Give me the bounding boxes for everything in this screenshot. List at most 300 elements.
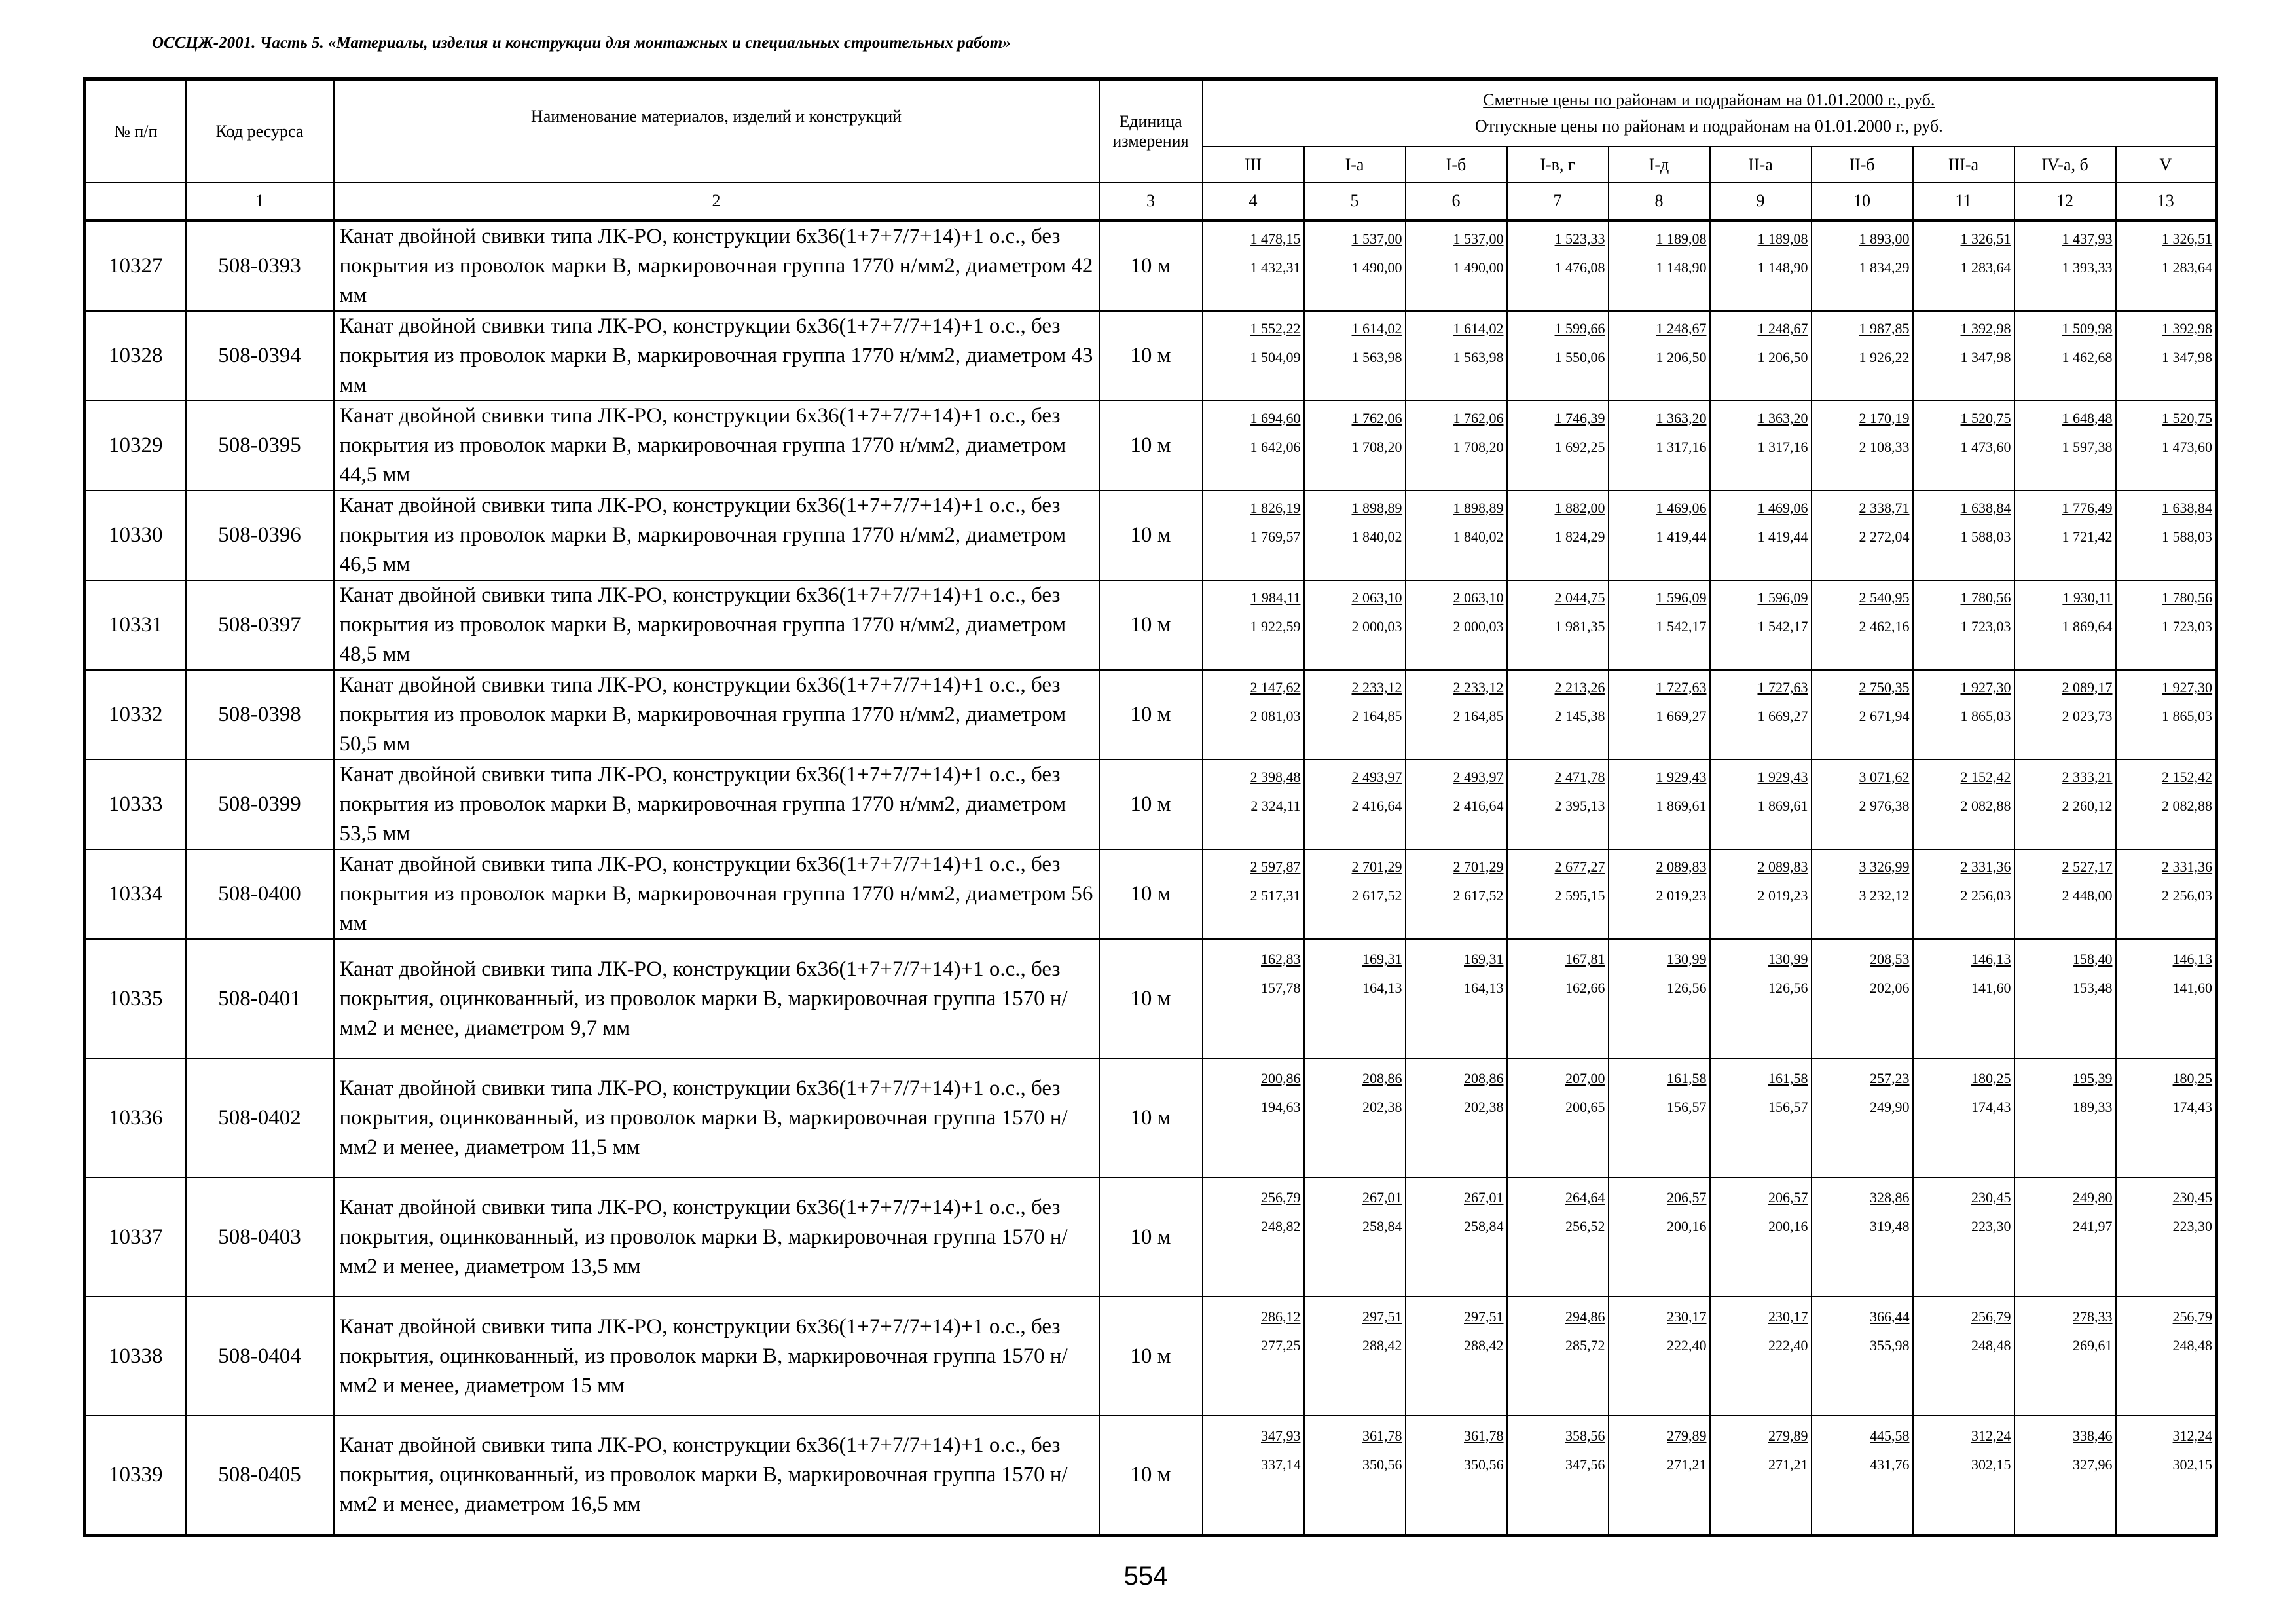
- estimated-price: 1 930,11: [2062, 589, 2113, 606]
- estimated-price: 1 638,84: [2162, 500, 2213, 516]
- region-header: I-а: [1304, 147, 1406, 183]
- column-number: 11: [1913, 183, 2014, 221]
- measurement-unit: 10 м: [1099, 1058, 1203, 1177]
- estimated-price: 249,80: [2073, 1189, 2113, 1206]
- estimated-price: 1 520,75: [1960, 410, 2011, 426]
- estimated-price: 2 471,78: [1554, 769, 1605, 785]
- price-cell: [2014, 1297, 2116, 1416]
- release-price: 200,65: [1565, 1099, 1605, 1115]
- price-cell: [1812, 1058, 1913, 1177]
- release-price: 222,40: [1667, 1337, 1707, 1354]
- material-name: Канат двойной свивки типа ЛК-РО, конструкции 6х36(1+7+7/7+14)+1 о.с., без покрытия из проволок марки В, маркировочная группа 1770 н/мм2, диаметром 42 мм: [334, 221, 1099, 312]
- estimated-price: 2 398,48: [1250, 769, 1301, 785]
- price-cell: [1609, 939, 1710, 1058]
- estimated-price: 294,86: [1565, 1308, 1605, 1325]
- row-number: 10331: [85, 580, 186, 670]
- release-price: 1 347,98: [2162, 349, 2213, 365]
- price-cell: [1913, 1416, 2014, 1535]
- estimated-price: 1 248,67: [1757, 320, 1808, 337]
- estimated-price: 2 527,17: [2062, 858, 2113, 875]
- estimated-price: 361,78: [1464, 1428, 1504, 1444]
- estimated-price: 256,79: [1261, 1189, 1301, 1206]
- release-price: 2 108,33: [1859, 439, 1910, 455]
- estimated-price: 445,58: [1870, 1428, 1910, 1444]
- estimated-price: 169,31: [1464, 951, 1504, 967]
- column-number: 5: [1304, 183, 1406, 221]
- column-number: 7: [1507, 183, 1609, 221]
- column-number: [85, 183, 186, 221]
- release-price: 1 419,44: [1656, 528, 1707, 545]
- price-cell: [1913, 849, 2014, 939]
- resource-code: 508-0398: [186, 670, 334, 760]
- release-price: 2 000,03: [1351, 618, 1402, 635]
- price-cell: [1710, 401, 1812, 490]
- price-cell: [1304, 939, 1406, 1058]
- estimated-price: 1 326,51: [1960, 231, 2011, 247]
- release-price: 141,60: [2172, 980, 2213, 996]
- release-price: 1 669,27: [1656, 708, 1707, 724]
- resource-code: 508-0400: [186, 849, 334, 939]
- price-cell: [2116, 311, 2217, 401]
- estimated-price: 347,93: [1261, 1428, 1301, 1444]
- release-price: 223,30: [1971, 1218, 2011, 1234]
- release-price: 285,72: [1565, 1337, 1605, 1354]
- release-price: 2 260,12: [2062, 798, 2113, 814]
- release-price: 2 164,85: [1453, 708, 1504, 724]
- release-price: 2 082,88: [2162, 798, 2213, 814]
- row-number: 10339: [85, 1416, 186, 1535]
- estimated-price: 1 762,06: [1351, 410, 1402, 426]
- column-number: 8: [1609, 183, 1710, 221]
- release-price: 1 563,98: [1351, 349, 1402, 365]
- release-price: 288,42: [1362, 1337, 1402, 1354]
- measurement-unit: 10 м: [1099, 849, 1203, 939]
- release-price: 1 834,29: [1859, 259, 1910, 276]
- measurement-unit: 10 м: [1099, 401, 1203, 490]
- release-price: 350,56: [1362, 1456, 1402, 1473]
- estimated-price: 1 929,43: [1656, 769, 1707, 785]
- price-cell: [2014, 1177, 2116, 1297]
- price-cell: [1406, 849, 1507, 939]
- price-cell: [1710, 1297, 1812, 1416]
- release-price: 2 164,85: [1351, 708, 1402, 724]
- row-number: 10332: [85, 670, 186, 760]
- release-price: 2 019,23: [1757, 887, 1808, 904]
- release-price: 1 432,31: [1250, 259, 1301, 276]
- estimated-price: 158,40: [2073, 951, 2113, 967]
- estimated-price: 1 523,33: [1554, 231, 1605, 247]
- release-price: 222,40: [1768, 1337, 1808, 1354]
- release-price: 1 597,38: [2062, 439, 2113, 455]
- region-header: I-д: [1609, 147, 1710, 183]
- estimated-price: 2 331,36: [2162, 858, 2213, 875]
- estimated-price: 230,45: [2172, 1189, 2213, 1206]
- estimated-price: 3 071,62: [1859, 769, 1910, 785]
- release-price: 157,78: [1261, 980, 1301, 996]
- estimated-price: 338,46: [2073, 1428, 2113, 1444]
- estimated-price: 1 520,75: [2162, 410, 2213, 426]
- estimated-price: 2 089,83: [1656, 858, 1707, 875]
- estimated-price: 1 776,49: [2062, 500, 2113, 516]
- price-cell: [1812, 401, 1913, 490]
- price-cell: [1812, 580, 1913, 670]
- price-cell: [1507, 1177, 1609, 1297]
- release-price: 3 232,12: [1859, 887, 1910, 904]
- estimated-price: 1 392,98: [1960, 320, 2011, 337]
- release-price: 126,56: [1768, 980, 1808, 996]
- price-cell: [1304, 849, 1406, 939]
- estimated-price: 1 614,02: [1351, 320, 1402, 337]
- price-cell: [1710, 849, 1812, 939]
- estimated-price: 1 746,39: [1554, 410, 1605, 426]
- material-name: Канат двойной свивки типа ЛК-РО, конструкции 6х36(1+7+7/7+14)+1 о.с., без покрытия из проволок марки В, маркировочная группа 1770 н/мм2, диаметром 43 мм: [334, 311, 1099, 401]
- column-number: 9: [1710, 183, 1812, 221]
- resource-code: 508-0394: [186, 311, 334, 401]
- estimated-price: 1 727,63: [1656, 679, 1707, 695]
- row-number: 10330: [85, 490, 186, 580]
- row-number: 10333: [85, 760, 186, 849]
- release-price: 241,97: [2073, 1218, 2113, 1234]
- price-cell: [1609, 580, 1710, 670]
- column-number: 6: [1406, 183, 1507, 221]
- price-cell: [2116, 1416, 2217, 1535]
- estimated-price: 1 596,09: [1656, 589, 1707, 606]
- price-cell: [1710, 580, 1812, 670]
- resource-code: 508-0396: [186, 490, 334, 580]
- estimated-price: 2 333,21: [2062, 769, 2113, 785]
- release-price: 1 542,17: [1656, 618, 1707, 635]
- region-header: II-а: [1710, 147, 1812, 183]
- price-cell: [1913, 670, 2014, 760]
- price-cell: [1812, 670, 1913, 760]
- price-cell: [1913, 1058, 2014, 1177]
- column-number: 10: [1812, 183, 1913, 221]
- release-price: 1 419,44: [1757, 528, 1808, 545]
- release-price: 1 981,35: [1554, 618, 1605, 635]
- release-price: 2 019,23: [1656, 887, 1707, 904]
- price-cell: [2116, 221, 2217, 312]
- release-price: 1 588,03: [2162, 528, 2213, 545]
- release-price: 1 550,06: [1554, 349, 1605, 365]
- release-price: 2 324,11: [1250, 798, 1301, 814]
- material-name: Канат двойной свивки типа ЛК-РО, конструкции 6х36(1+7+7/7+14)+1 о.с., без покрытия, оцинкованный, из проволок марки В, маркировочная группа 1570 н/мм2 и менее, диаметром 16,5 мм: [334, 1416, 1099, 1535]
- estimated-price: 1 826,19: [1250, 500, 1301, 516]
- resource-code: 508-0403: [186, 1177, 334, 1297]
- estimated-price: 208,86: [1362, 1070, 1402, 1086]
- price-cell: [1913, 1177, 2014, 1297]
- price-cell: [1304, 221, 1406, 312]
- estimated-price: 2 701,29: [1453, 858, 1504, 875]
- table-row: [85, 670, 2217, 760]
- estimated-price: 1 927,30: [2162, 679, 2213, 695]
- release-price: 1 490,00: [1453, 259, 1504, 276]
- price-cell: [1304, 580, 1406, 670]
- release-price: 1 840,02: [1351, 528, 1402, 545]
- column-number: 2: [334, 183, 1099, 221]
- release-price: 2 272,04: [1859, 528, 1910, 545]
- release-price: 2 023,73: [2062, 708, 2113, 724]
- release-price: 1 393,33: [2062, 259, 2113, 276]
- resource-code: 508-0404: [186, 1297, 334, 1416]
- table-row: [85, 490, 2217, 580]
- price-cell: [1507, 849, 1609, 939]
- release-price: 1 283,64: [2162, 259, 2213, 276]
- release-price: 2 145,38: [1554, 708, 1605, 724]
- region-header: I-в, г: [1507, 147, 1609, 183]
- price-cell: [1507, 1058, 1609, 1177]
- estimated-price: 1 893,00: [1859, 231, 1910, 247]
- price-cell: [1406, 1177, 1507, 1297]
- resource-code: 508-0393: [186, 221, 334, 312]
- price-cell: [1609, 670, 1710, 760]
- price-cell: [1913, 221, 2014, 312]
- estimated-price: 162,83: [1261, 951, 1301, 967]
- measurement-unit: 10 м: [1099, 939, 1203, 1058]
- price-cell: [2116, 1058, 2217, 1177]
- estimated-price: 267,01: [1362, 1189, 1402, 1206]
- release-price: 249,90: [1870, 1099, 1910, 1115]
- column-number: 13: [2116, 183, 2217, 221]
- estimated-price: 230,17: [1768, 1308, 1808, 1325]
- release-price: 1 723,03: [1960, 618, 2011, 635]
- estimated-price: 180,25: [2172, 1070, 2213, 1086]
- release-price: 269,61: [2073, 1337, 2113, 1354]
- price-cell: [1507, 311, 1609, 401]
- price-cell: [1710, 311, 1812, 401]
- price-cell: [1507, 580, 1609, 670]
- release-price: 1 840,02: [1453, 528, 1504, 545]
- release-price: 327,96: [2073, 1456, 2113, 1473]
- estimated-price: 1 326,51: [2162, 231, 2213, 247]
- estimated-price: 2 063,10: [1351, 589, 1402, 606]
- price-cell: [1609, 490, 1710, 580]
- release-price: 164,13: [1362, 980, 1402, 996]
- release-price: 302,15: [1971, 1456, 2011, 1473]
- release-price: 1 473,60: [2162, 439, 2213, 455]
- estimated-price: 1 638,84: [1960, 500, 2011, 516]
- estimated-price: 2 677,27: [1554, 858, 1605, 875]
- price-cell: [1710, 939, 1812, 1058]
- row-number: 10336: [85, 1058, 186, 1177]
- row-number: 10335: [85, 939, 186, 1058]
- release-price: 2 081,03: [1250, 708, 1301, 724]
- release-price: 256,52: [1565, 1218, 1605, 1234]
- material-name: Канат двойной свивки типа ЛК-РО, конструкции 6х36(1+7+7/7+14)+1 о.с., без покрытия из проволок марки В, маркировочная группа 1770 н/мм2, диаметром 56 мм: [334, 849, 1099, 939]
- price-cell: [1710, 490, 1812, 580]
- price-cell: [1812, 849, 1913, 939]
- price-cell: [2014, 221, 2116, 312]
- material-name: Канат двойной свивки типа ЛК-РО, конструкции 6х36(1+7+7/7+14)+1 о.с., без покрытия из проволок марки В, маркировочная группа 1770 н/мм2, диаметром 44,5 мм: [334, 401, 1099, 490]
- estimated-price: 1 987,85: [1859, 320, 1910, 337]
- price-cell: [1203, 401, 1304, 490]
- price-cell: [1913, 401, 2014, 490]
- estimated-price: 206,57: [1768, 1189, 1808, 1206]
- row-number: 10329: [85, 401, 186, 490]
- material-name: Канат двойной свивки типа ЛК-РО, конструкции 6х36(1+7+7/7+14)+1 о.с., без покрытия, оцинкованный, из проволок марки В, маркировочная группа 1570 н/мм2 и менее, диаметром 13,5 мм: [334, 1177, 1099, 1297]
- release-price: 2 617,52: [1453, 887, 1504, 904]
- table-row: [85, 311, 2217, 401]
- release-price: 1 462,68: [2062, 349, 2113, 365]
- price-cell: [1507, 221, 1609, 312]
- release-price: 156,57: [1768, 1099, 1808, 1115]
- price-cell: [2116, 939, 2217, 1058]
- price-cell: [1203, 849, 1304, 939]
- estimated-price: 2 044,75: [1554, 589, 1605, 606]
- release-price: 258,84: [1362, 1218, 1402, 1234]
- estimated-price: 2 597,87: [1250, 858, 1301, 875]
- estimated-price: 2 213,26: [1554, 679, 1605, 695]
- col-header-npp: № п/п: [85, 79, 186, 183]
- price-cell: [2116, 760, 2217, 849]
- estimated-price: 1 762,06: [1453, 410, 1504, 426]
- release-price: 1 824,29: [1554, 528, 1605, 545]
- price-cell: [2014, 580, 2116, 670]
- price-cell: [1203, 1177, 1304, 1297]
- release-price: 2 416,64: [1453, 798, 1504, 814]
- release-price: 1 669,27: [1757, 708, 1808, 724]
- estimated-price: 1 552,22: [1250, 320, 1301, 337]
- price-cell: [1203, 760, 1304, 849]
- release-price: 1 922,59: [1250, 618, 1301, 635]
- estimated-price: 161,58: [1768, 1070, 1808, 1086]
- region-header: II-б: [1812, 147, 1913, 183]
- estimated-price: 1 478,15: [1250, 231, 1301, 247]
- estimated-price: 279,89: [1667, 1428, 1707, 1444]
- estimated-price: 2 063,10: [1453, 589, 1504, 606]
- estimated-price: 1 189,08: [1757, 231, 1808, 247]
- price-cell: [1507, 1416, 1609, 1535]
- estimated-price: 146,13: [1971, 951, 2011, 967]
- release-price: 1 869,64: [2062, 618, 2113, 635]
- price-cell: [2014, 490, 2116, 580]
- price-cell: [1710, 221, 1812, 312]
- release-price: 2 595,15: [1554, 887, 1605, 904]
- price-cell: [1710, 1058, 1812, 1177]
- resource-code: 508-0401: [186, 939, 334, 1058]
- price-cell: [2014, 939, 2116, 1058]
- estimated-price: 1 363,20: [1757, 410, 1808, 426]
- estimated-price: 366,44: [1870, 1308, 1910, 1325]
- measurement-unit: 10 м: [1099, 1416, 1203, 1535]
- col-header-prices: [1203, 79, 2217, 147]
- price-cell: [1203, 670, 1304, 760]
- estimated-price: 1 727,63: [1757, 679, 1808, 695]
- resource-code: 508-0405: [186, 1416, 334, 1535]
- price-cell: [1609, 849, 1710, 939]
- column-number: 4: [1203, 183, 1304, 221]
- price-cell: [2014, 760, 2116, 849]
- release-price: 1 542,17: [1757, 618, 1808, 635]
- price-cell: [1913, 1297, 2014, 1416]
- release-price: 1 317,16: [1656, 439, 1707, 455]
- release-price: 1 708,20: [1453, 439, 1504, 455]
- price-cell: [1710, 1416, 1812, 1535]
- price-cell: [1406, 311, 1507, 401]
- price-cell: [1406, 490, 1507, 580]
- price-cell: [1203, 1416, 1304, 1535]
- release-price: 271,21: [1667, 1456, 1707, 1473]
- estimated-price: 167,81: [1565, 951, 1605, 967]
- price-cell: [1609, 1058, 1710, 1177]
- release-price: 162,66: [1565, 980, 1605, 996]
- estimated-price: 1 648,48: [2062, 410, 2113, 426]
- estimated-price: 1 392,98: [2162, 320, 2213, 337]
- price-cell: [1406, 1416, 1507, 1535]
- release-price: 2 448,00: [2062, 887, 2113, 904]
- release-price: 1 769,57: [1250, 528, 1301, 545]
- release-price: 174,43: [2172, 1099, 2213, 1115]
- measurement-unit: 10 м: [1099, 490, 1203, 580]
- release-price: 141,60: [1971, 980, 2011, 996]
- price-cell: [1710, 1177, 1812, 1297]
- estimated-price: 130,99: [1667, 951, 1707, 967]
- resource-code: 508-0397: [186, 580, 334, 670]
- price-cell: [1812, 1416, 1913, 1535]
- measurement-unit: 10 м: [1099, 670, 1203, 760]
- row-number: 10327: [85, 221, 186, 312]
- release-price: 223,30: [2172, 1218, 2213, 1234]
- estimated-price: 1 898,89: [1453, 500, 1504, 516]
- estimated-price: 161,58: [1667, 1070, 1707, 1086]
- price-cell: [1507, 1297, 1609, 1416]
- estimated-price: 1 780,56: [1960, 589, 2011, 606]
- release-price: 1 869,61: [1757, 798, 1808, 814]
- estimated-price: 1 882,00: [1554, 500, 1605, 516]
- estimated-price: 2 701,29: [1351, 858, 1402, 875]
- price-cell: [1913, 939, 2014, 1058]
- estimated-price: 230,45: [1971, 1189, 2011, 1206]
- release-price: 1 473,60: [1960, 439, 2011, 455]
- row-number: 10328: [85, 311, 186, 401]
- price-cell: [2116, 1177, 2217, 1297]
- price-cell: [1304, 1177, 1406, 1297]
- estimated-price: 195,39: [2073, 1070, 2113, 1086]
- price-cell: [1609, 1177, 1710, 1297]
- estimated-price: 267,01: [1464, 1189, 1504, 1206]
- estimated-price: 279,89: [1768, 1428, 1808, 1444]
- estimated-price: 361,78: [1362, 1428, 1402, 1444]
- release-price: 2 256,03: [2162, 887, 2213, 904]
- estimated-price: 3 326,99: [1859, 858, 1910, 875]
- price-cell: [1812, 1297, 1913, 1416]
- estimated-price: 2 170,19: [1859, 410, 1910, 426]
- release-price: 258,84: [1464, 1218, 1504, 1234]
- release-price: 164,13: [1464, 980, 1504, 996]
- price-cell: [2116, 580, 2217, 670]
- release-price: 302,15: [2172, 1456, 2213, 1473]
- estimated-price: 2 233,12: [1453, 679, 1504, 695]
- material-name: Канат двойной свивки типа ЛК-РО, конструкции 6х36(1+7+7/7+14)+1 о.с., без покрытия, оцинкованный, из проволок марки В, маркировочная группа 1570 н/мм2 и менее, диаметром 15 мм: [334, 1297, 1099, 1416]
- price-cell: [1609, 1416, 1710, 1535]
- price-cell: [1304, 311, 1406, 401]
- estimated-price: 200,86: [1261, 1070, 1301, 1086]
- release-price: 1 708,20: [1351, 439, 1402, 455]
- price-cell: [1507, 490, 1609, 580]
- price-cell: [1507, 760, 1609, 849]
- table-row: [85, 1177, 2217, 1297]
- column-number: 3: [1099, 183, 1203, 221]
- page-number: 554: [1123, 1562, 1168, 1591]
- release-price: 156,57: [1667, 1099, 1707, 1115]
- price-cell: [1507, 401, 1609, 490]
- measurement-unit: 10 м: [1099, 1177, 1203, 1297]
- release-price: 1 642,06: [1250, 439, 1301, 455]
- release-price: 2 256,03: [1960, 887, 2011, 904]
- release-price: 1 692,25: [1554, 439, 1605, 455]
- price-cell: [1203, 311, 1304, 401]
- region-header: III-а: [1913, 147, 2014, 183]
- estimated-price: 207,00: [1565, 1070, 1605, 1086]
